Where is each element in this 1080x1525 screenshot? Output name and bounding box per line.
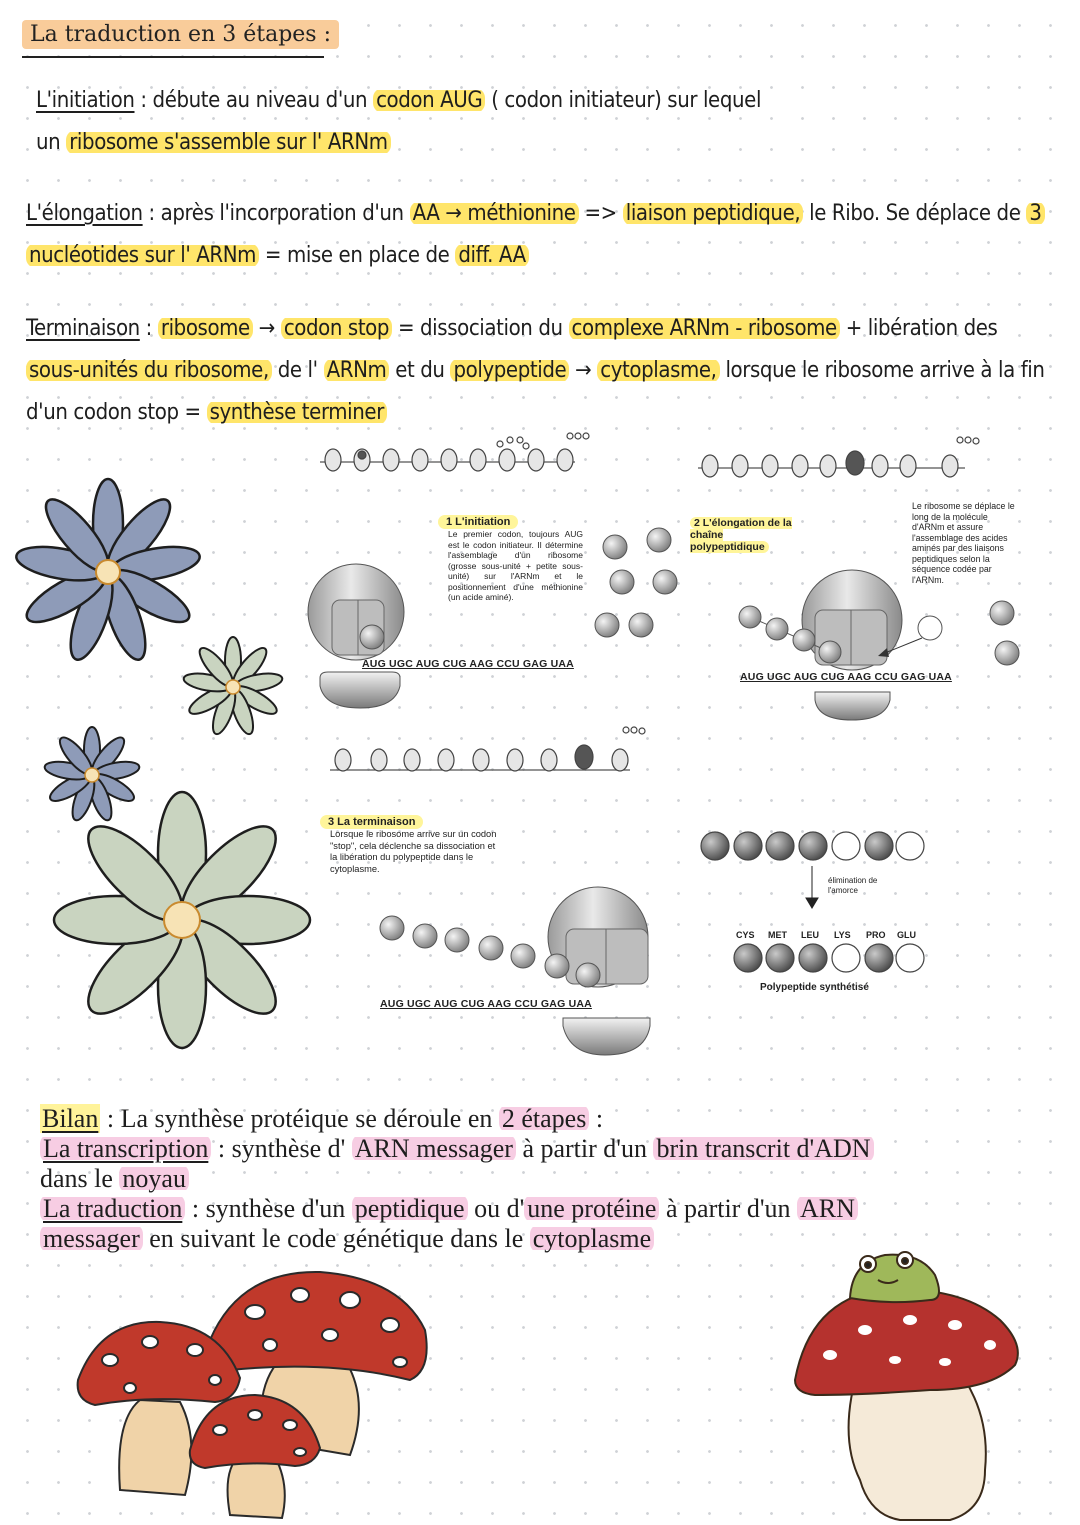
initiation-term: L'initiation <box>36 88 135 113</box>
mini-ribosome-strip-1 <box>320 433 589 471</box>
mrna-sequence-1: AUG UGC AUG CUG AAG CCU GAG UAA <box>362 658 574 670</box>
elimination-label: élimination de l'amorce <box>828 876 878 895</box>
codon-aug-highlight: codon AUG <box>373 88 485 113</box>
step3-block <box>320 815 505 875</box>
aa-label-lys: LYS <box>834 930 851 940</box>
initiation-paragraph: L'initiation : débute au niveau d'un codon AUG ( codon initiateur) sur lequel un ribosome s'assemble sur l' ARNm <box>36 88 762 155</box>
mini-ribosome-strip-3 <box>330 727 645 771</box>
flower-blue-large-icon <box>14 479 202 665</box>
polypeptide-label: Polypeptide synthétisé <box>760 982 869 993</box>
polypeptide-synthesized <box>734 944 924 972</box>
mrna-sequence-3: AUG UGC AUG CUG AAG CCU GAG UAA <box>380 998 592 1010</box>
title-text: La traduction en 3 étapes : <box>22 20 339 49</box>
flower-sage-small-icon <box>182 637 283 737</box>
aa-label-cys: CYS <box>736 930 755 940</box>
terminaison-term: Terminaison <box>26 316 140 341</box>
step1-title: 1 L'initiation <box>438 515 518 529</box>
elongation-paragraph: L'élongation : après l'incorporation d'un AA → méthionine => liaison peptidique, le Ribo. Se déplace de 3 nucléotides sur l' ARNm = mise en place de diff. AA <box>26 193 1056 277</box>
aa-label-met: MET <box>768 930 787 940</box>
aa-label-glu: GLU <box>897 930 916 940</box>
polypeptide-with-primer <box>701 832 924 860</box>
mrna-sequence-2: AUG UGC AUG CUG AAG CCU GAG UAA <box>740 671 952 683</box>
mushroom-cluster-icon <box>78 1272 427 1518</box>
free-amino-acids-1 <box>595 528 677 637</box>
aa-label-leu: LEU <box>801 930 819 940</box>
frog-mushroom-icon <box>795 1252 1018 1520</box>
aa-label-pro: PRO <box>866 930 886 940</box>
bilan-section: Bilan : La synthèse protéique se déroule en 2 étapes : La transcription : synthèse d' ARN messager à partir d'un brin transcrit d'ADN dans le noyau La traduction : synthèse d'un peptidique ou d' une protéine à partir d'un ARN messager en suivant le code génétique dans le cytoplasme <box>40 1104 1040 1254</box>
step3-title: 3 La terminaison <box>320 815 423 829</box>
step1-text: Le premier codon, toujours AUG est le codon initiateur. Il détermine l'assemblage d'un ribosome (grosse sous-unité + petite sous-unité) sur l'ARNm et le positionnement d'une méthionine (un acide aminé). <box>448 529 583 602</box>
transcription-term: La transcription <box>40 1134 211 1163</box>
step2-text: Le ribosome se déplace le long de la molécule d'ARNm et assure l'assemblage des acides aminés par des liaisons peptidiques selon la séquence codée par l'ARNm. <box>912 501 1015 585</box>
mini-ribosome-strip-2 <box>698 437 979 477</box>
terminaison-paragraph: Terminaison : ribosome → codon stop = dissociation du complexe ARNm - ribosome + libération des sous-unités du ribosome, de l' ARNm et du polypeptide → cytoplasme, lorsque le ribosome arrive à la fin d'un codon stop = synthèse terminer <box>26 316 1045 425</box>
elimination-arrow <box>806 866 818 908</box>
step3-text: Lorsque le ribosome arrive sur un codon "stop", cela déclenche sa dissociation et la libération du polypeptide dans le cytoplasme. <box>330 829 497 874</box>
ribosome-highlight: ribosome s'assemble sur l' ARNm <box>66 130 390 155</box>
bilan-term: Bilan <box>42 1104 99 1133</box>
flower-sage-large-icon <box>54 792 310 1048</box>
step1-block <box>438 515 583 603</box>
ribosome-step1 <box>308 564 404 708</box>
flower-blue-small-icon <box>43 727 140 823</box>
elongation-term: L'élongation <box>26 201 143 226</box>
step2-title: 2 L'élongation de la chaîne polypeptidique <box>690 517 792 553</box>
traduction-term: La traduction <box>40 1194 185 1223</box>
